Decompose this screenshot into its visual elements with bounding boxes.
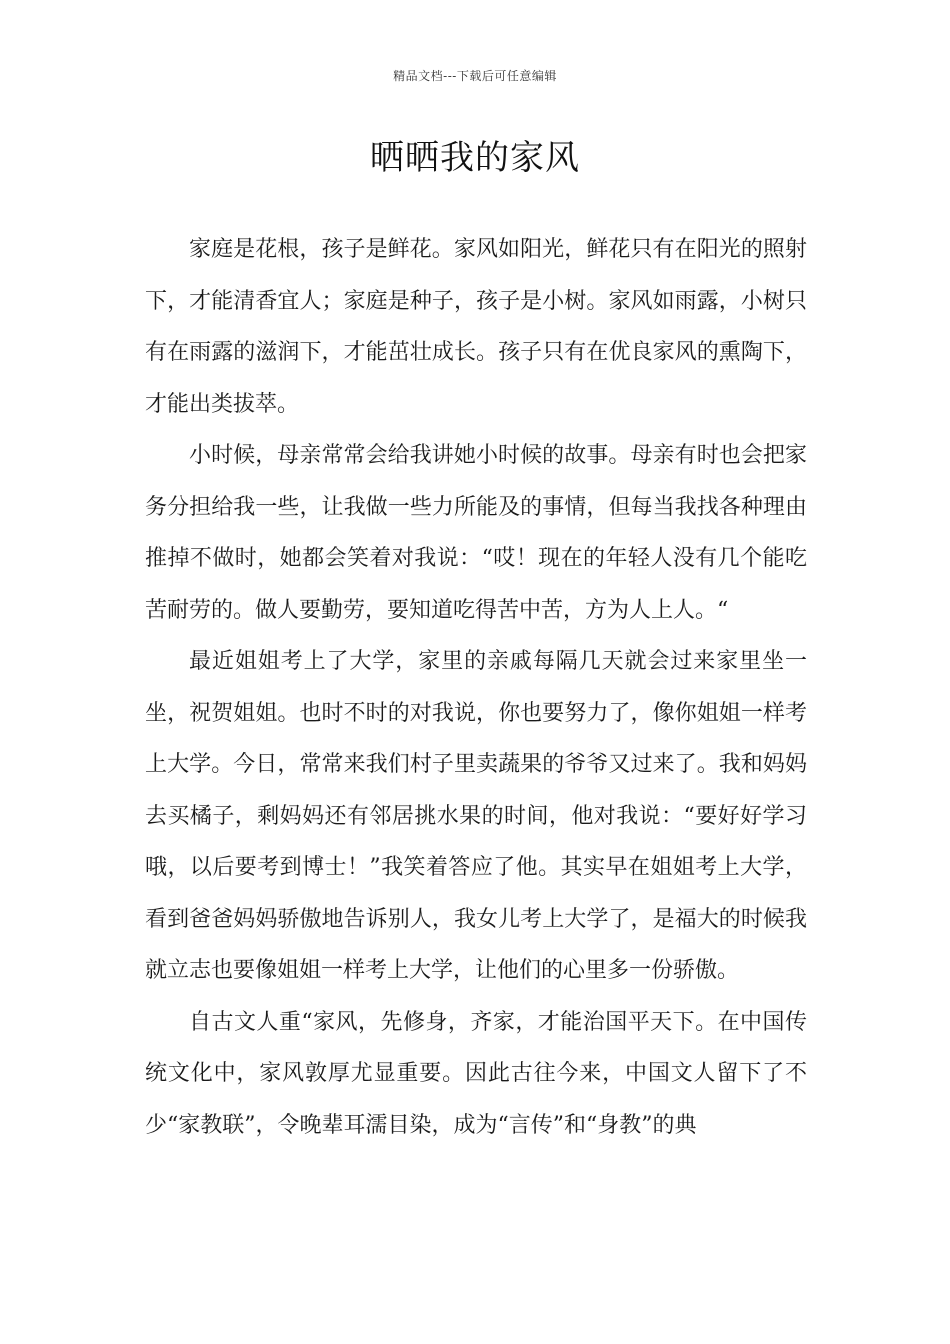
- document-body: [145, 224, 807, 1151]
- paragraph-1: 家庭是花根，孩子是鲜花。家风如阳光，鲜花只有在阳光的照射下，才能清香宜人；家庭是种子，孩子是小树。家风如雨露，小树只有在雨露的滋润下，才能茁壮成长。孩子只有在优良家风的熏陶下，才能出类拔萃。: [145, 237, 807, 417]
- paragraph-4: 自古文人重“家风，先修身，齐家，才能治国平天下。在中国传统文化中，家风敦厚尤显重要。因此古往今来，中国文人留下了不少“家教联”，令晚辈耳濡目染，成为“言传”和“身教”的典: [145, 1009, 807, 1138]
- document-title: 晒晒我的家风: [370, 138, 580, 178]
- header-note: 精品文档---下载后可任意编辑: [393, 69, 557, 83]
- paragraph-2: 小时候，母亲常常会给我讲她小时候的故事。母亲有时也会把家务分担给我一些，让我做一些力所能及的事情，但每当我找各种理由推掉不做时，她都会笑着对我说：“哎！现在的年轻人没有几个能吃苦耐劳的。做人要勤劳，要知道吃得苦中苦，方为人上人。“: [145, 443, 807, 623]
- paragraph-3: 最近姐姐考上了大学，家里的亲戚每隔几天就会过来家里坐一坐，祝贺姐姐。也时不时的对我说，你也要努力了，像你姐姐一样考上大学。今日，常常来我们村子里卖蔬果的爷爷又过来了。我和妈妈去买橘子，剩妈妈还有邻居挑水果的时间，他对我说：“要好好学习哦，以后要考到博士！”我笑着答应了他。其实早在姐姐考上大学，看到爸爸妈妈骄傲地告诉别人，我女儿考上大学了，是福大的时候我就立志也要像姐姐一样考上大学，让他们的心里多一份骄傲。: [145, 649, 807, 983]
